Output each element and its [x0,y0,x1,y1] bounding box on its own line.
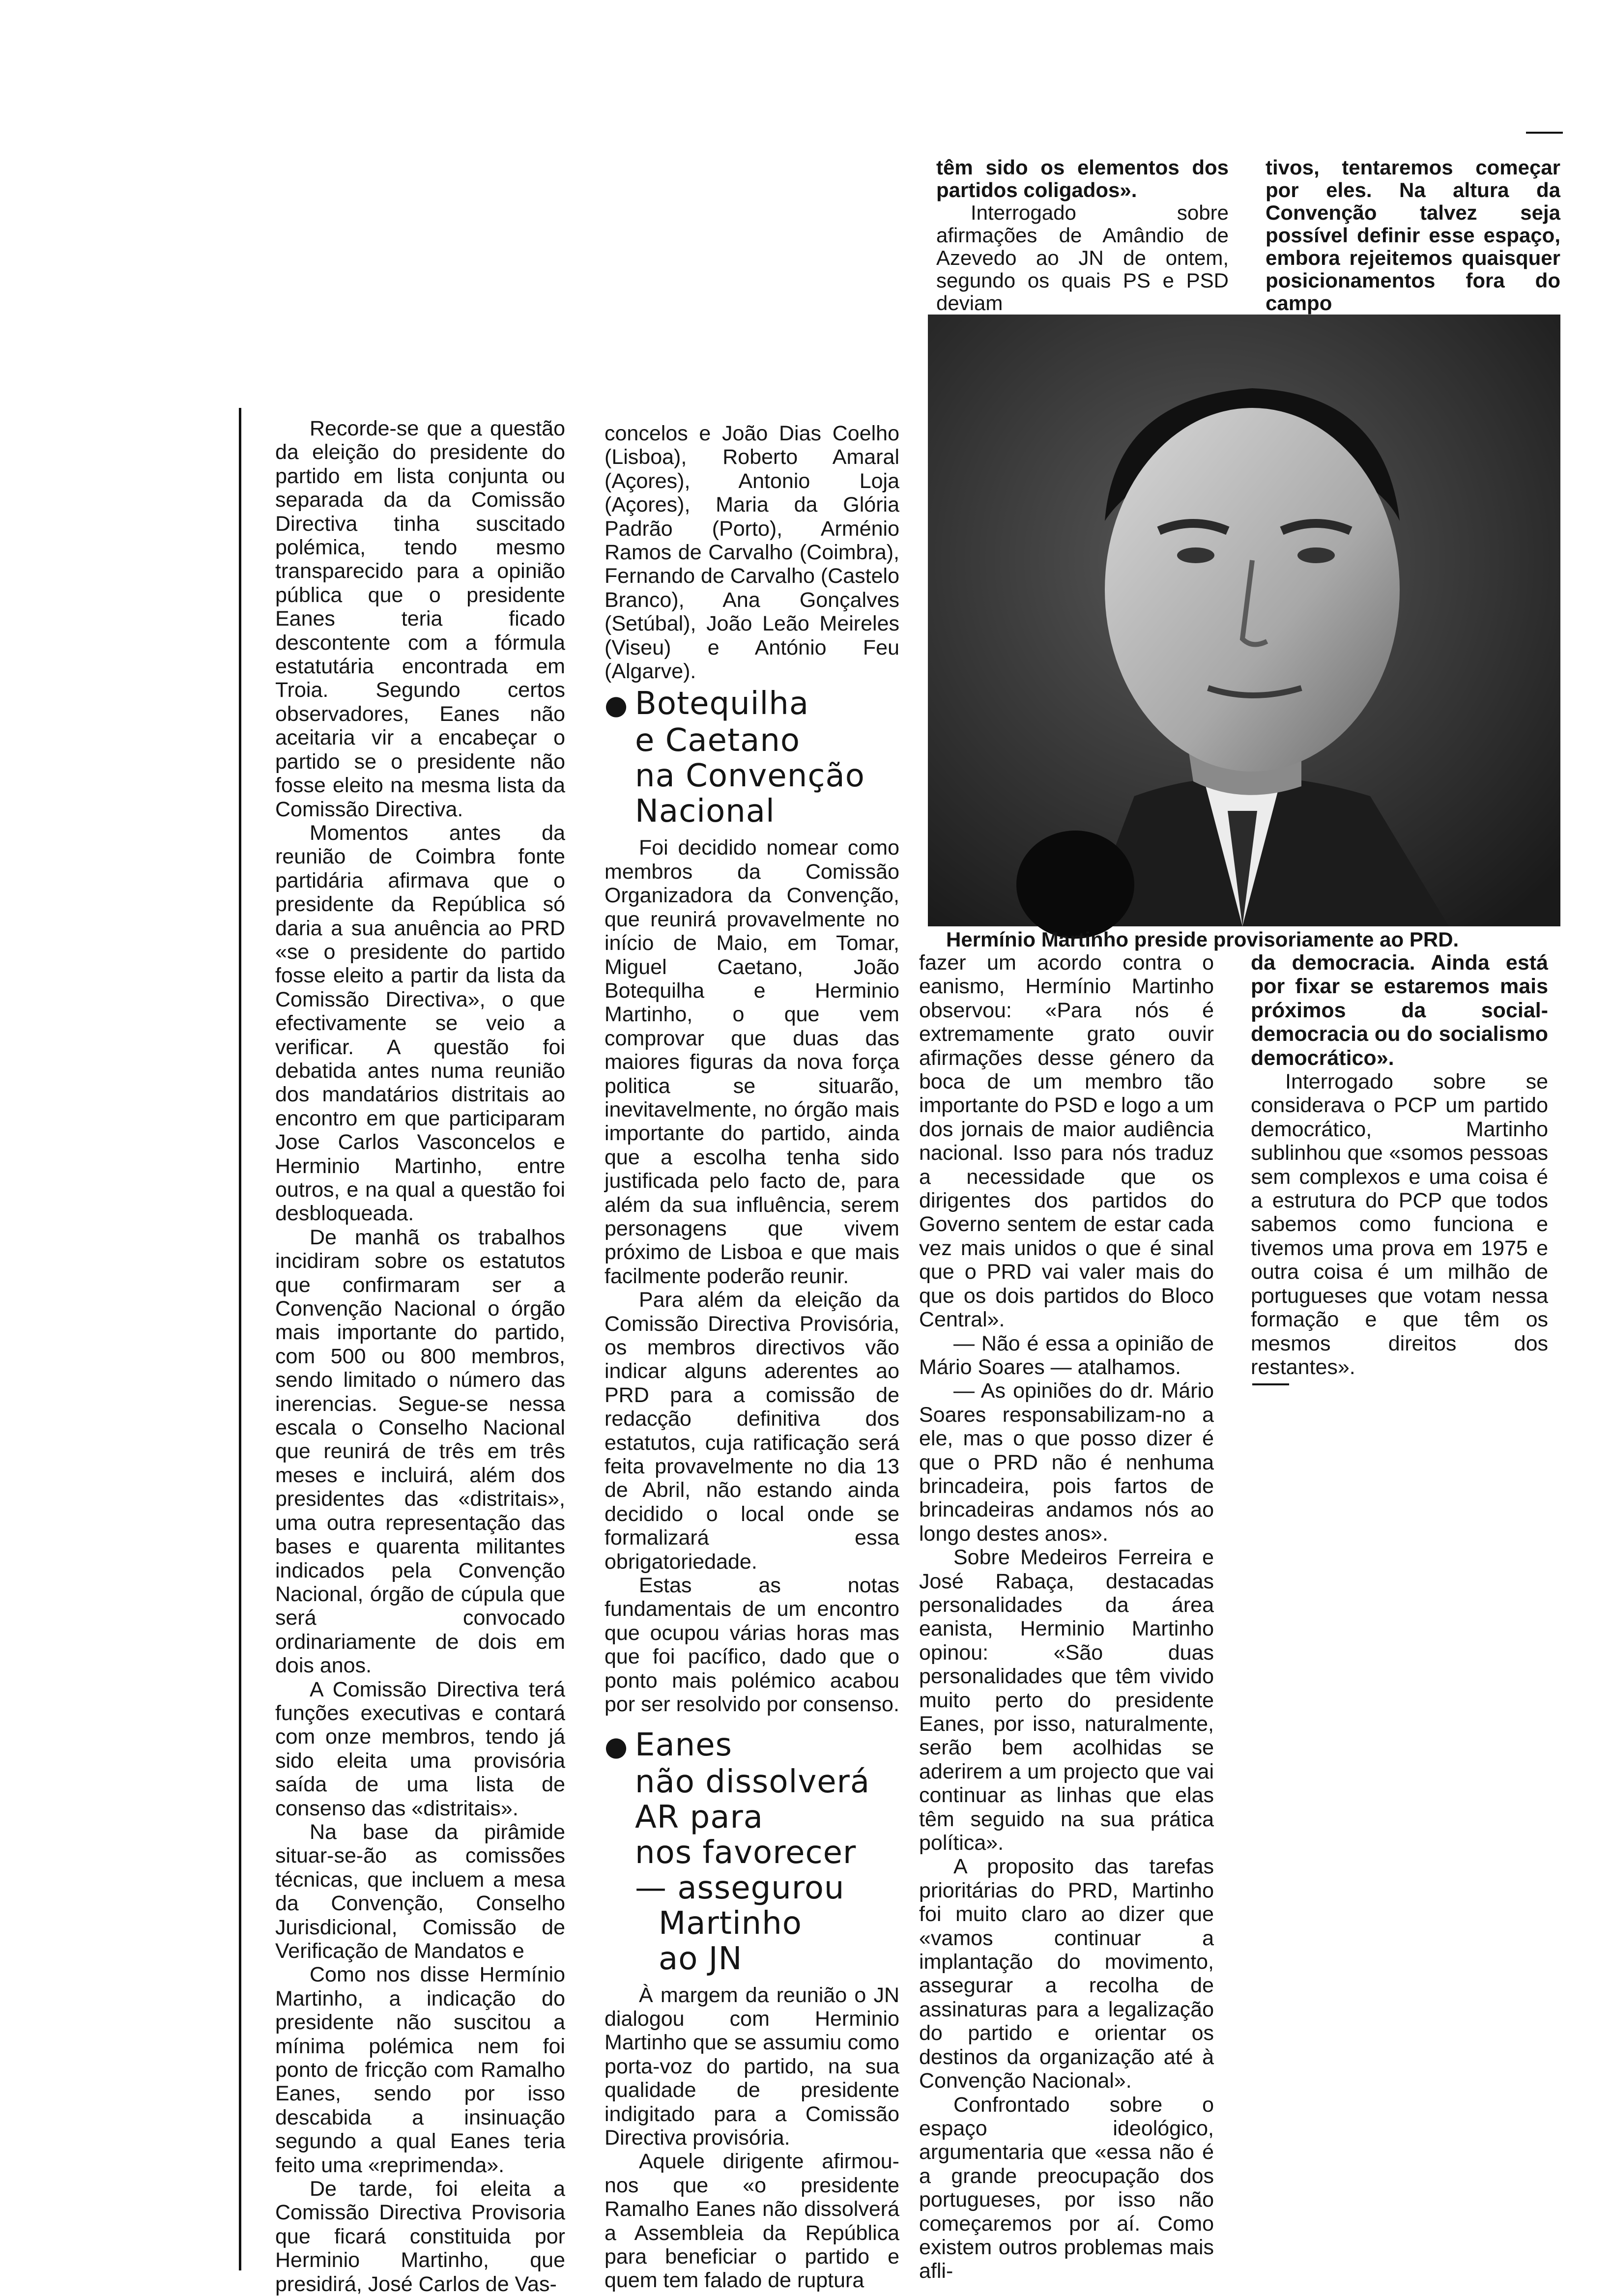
paragraph: da democracia. Ainda está por fixar se estaremos mais próximos da social-democracia ou do socialismo democrático». [1251,951,1548,1070]
paragraph: Aquele dirigente afirmou-nos que «o presidente Ramalho Eanes não dissolverá a Assembleia da República para beneficiar o partido e quem tem falado de ruptura [604,2150,899,2293]
paragraph: fazer um acordo contra o eanismo, Hermínio Martinho observou: «Para nós é extremamente grato ouvir afirmações desse género da boca de um membro tão importante do PSD e logo a um dos jornais de maior audiência nacional. Isso para nós traduz a necessidade que os dirigentes dos partidos do Governo sentem de estar cada vez mais unidos o que é sinal que o PRD vai valer mais do que os dois partidos do Bloco Central». [919,951,1214,1332]
paragraph: De manhã os trabalhos incidiram sobre os estatutos que confirmaram ser a Convenção Nacional o órgão mais importante do partido, com 500 ou 800 membros, sendo limitado o número das inerencias. Segue-se nessa escala o Conselho Nacional que reunirá de três em três meses e incluirá, além dos presidentes das «distritais», uma outra representação das bases e quarenta militantes indicados pela Convenção Nacional, órgão de cúpula que será convocado ordinariamente de dois em dois anos. [275,1225,565,1678]
subheading-botequilha: ● Botequilha e Caetano na Convenção Nacional [604,686,865,830]
paragraph: — As opiniões do dr. Mário Soares responsabilizam-no a ele, mas o que posso dizer é que o PRD não é nenhuma brincadeira, pois fartos de brincadeiras andamos nós ao longo destes anos». [919,1379,1214,1546]
paragraph: têm sido os elementos dos partidos coligados». [936,156,1229,201]
paragraph: Estas as notas fundamentais de um encontro que ocupou várias horas mas que foi pacífico, dado que o ponto mais polémico acabou por ser resolvido por consenso. [604,1574,899,1717]
portrait-image [928,315,1560,926]
bullet-icon: ● [604,689,629,721]
paragraph: Recorde-se que a questão da eleição do presidente do partido em lista conjunta ou separada da da Comissão Directiva tinha suscitado polémica, tendo mesmo transparecido para a opinião pública que o presidente Eanes teria ficado descontente com a fórmula estatutária encontrada em Troia. Segundo certos observadores, Eanes não aceitaria vir a encabeçar o partido se o presidente não fosse eleito na mesma lista da Comissão Directiva. [275,417,565,821]
paragraph: Na base da pirâmide situar-se-ão as comissões técnicas, que incluem a mesa da Convenção, Conselho Jurisdicional, Comissão de Verificação de Mandatos e [275,1820,565,1963]
paragraph: Confrontado sobre o espaço ideológico, argumentaria que «essa não é a grande preocupação dos portugueses, por isso não começaremos por aí. Como existem outros problemas mais afli- [919,2093,1214,2283]
paragraph: Interrogado sobre se considerava o PCP um partido democrático, Martinho sublinhou que «somos pessoas sem complexos e uma coisa é a estrutura do PCP que todos sabemos como funciona e tivemos uma prova em 1975 e outra coisa é um milhão de portugueses que votam nessa formação e que têm os mesmos direitos dos restantes». [1251,1070,1548,1379]
subheading-eanes: ● Eanes não dissolverá AR para nos favorecer — assegurou Martinho ao JN [604,1726,870,1977]
paragraph: De tarde, foi eleita a Comissão Directiva Provisoria que ficará constituida por Herminio Martinho, que presidirá, José Carlos de Vas- [275,2177,565,2296]
paragraph: Para além da eleição da Comissão Directiva Provisória, os membros directivos vão indicar alguns aderentes ao PRD para a comissão de redacção definitiva dos estatutos, cuja ratificação será feita provavelmente no dia 13 de Abril, não estando ainda decidido o local onde se formalizará essa obrigatoriedade. [604,1288,899,1574]
top-right-column-a [936,156,1229,315]
column-1 [275,417,565,2296]
portrait-photo [928,315,1560,926]
paragraph: A Comissão Directiva terá funções executivas e contará com onze membros, tendo já sido eleita uma provisória saída de uma lista de consenso das «distritais». [275,1677,565,1820]
column-4-end-rule [1252,1383,1289,1385]
paragraph: À margem da reunião o JN dialogou com Herminio Martinho que se assumiu como porta-voz do partido, na sua qualidade de presidente indigitado para a Comissão Directiva provisória. [604,1983,899,2150]
paragraph: Interrogado sobre afirmações de Amândio de Azevedo ao JN de ontem, segundo os quais PS e PSD deviam [936,201,1229,315]
paragraph: Como nos disse Hermínio Martinho, a indicação do presidente não suscitou a mínima polémica nem foi ponto de fricção com Ramalho Eanes, sendo por isso descabida a insinuação segundo a qual Eanes teria feito uma «reprimenda». [275,1963,565,2177]
paragraph: A proposito das tarefas prioritárias do PRD, Martinho foi muito claro ao dizer que «vamos continuar a implantação do movimento, assegurar a recolha de assinaturas para a legalização do partido e orientar os destinos da organização até à Convenção Nacional». [919,1855,1214,2093]
left-margin-rule [239,408,241,2270]
paragraph: Sobre Medeiros Ferreira e José Rabaça, destacadas personalidades da área eanista, Herminio Martinho opinou: «São duas personalidades que têm vivido muito perto do presidente Eanes, por isso, naturalmente, serão bem acolhidas se aderirem a um projecto que vai continuar as linhas que elas têm seguido na sua prática política». [919,1546,1214,1855]
column-3 [919,951,1214,2283]
paragraph: Momentos antes da reunião de Coimbra fonte partidária afirmava que o presidente da República só daria a sua anuência ao PRD «se o presidente do partido fosse eleito a partir da lista da Comissão Directiva», o que efectivamente se veio a verificar. A questão foi debatida antes numa reunião dos mandatários distritais ao encontro em que participaram Jose Carlos Vasconcelos e Herminio Martinho, entre outros, e na qual a questão foi desbloqueada. [275,821,565,1226]
top-right-rule [1526,132,1563,134]
paragraph: concelos e João Dias Coelho (Lisboa), Roberto Amaral (Açores), Antonio Loja (Açores), Maria da Glória Padrão (Porto), Arménio Ramos de Carvalho (Coimbra), Fernando de Carvalho (Castelo Branco), Ana Gonçalves (Setúbal), João Leão Meireles (Viseu) e António Feu (Algarve). [604,422,899,684]
column-4 [1251,951,1548,1383]
paragraph: — Não é essa a opinião de Mário Soares — atalhamos. [919,1331,1214,1379]
paragraph: Foi decidido nomear como membros da Comissão Organizadora da Convenção, que reunirá provavelmente no início de Maio, em Tomar, Miguel Caetano, João Botequilha e Herminio Martinho, o que vem comprovar que duas das maiores figuras da nova força politica se situarão, inevitavelmente, no órgão mais importante do partido, ainda que a escolha tenha sido justificada pelo facto de, para além da sua influência, serem personagens que vivem próximo de Lisboa e que mais facilmente poderão reunir. [604,836,899,1288]
column-2 [604,422,899,2293]
top-right-column-b [1266,156,1560,315]
bullet-icon: ● [604,1730,629,1762]
paragraph: tivos, tentaremos começar por eles. Na altura da Convenção talvez seja possível definir esse espaço, embora rejeitemos quaisquer posicionamentos fora do campo [1266,156,1560,315]
photo-caption: Hermínio Martinho preside provisoriamente ao PRD. [946,928,1459,951]
